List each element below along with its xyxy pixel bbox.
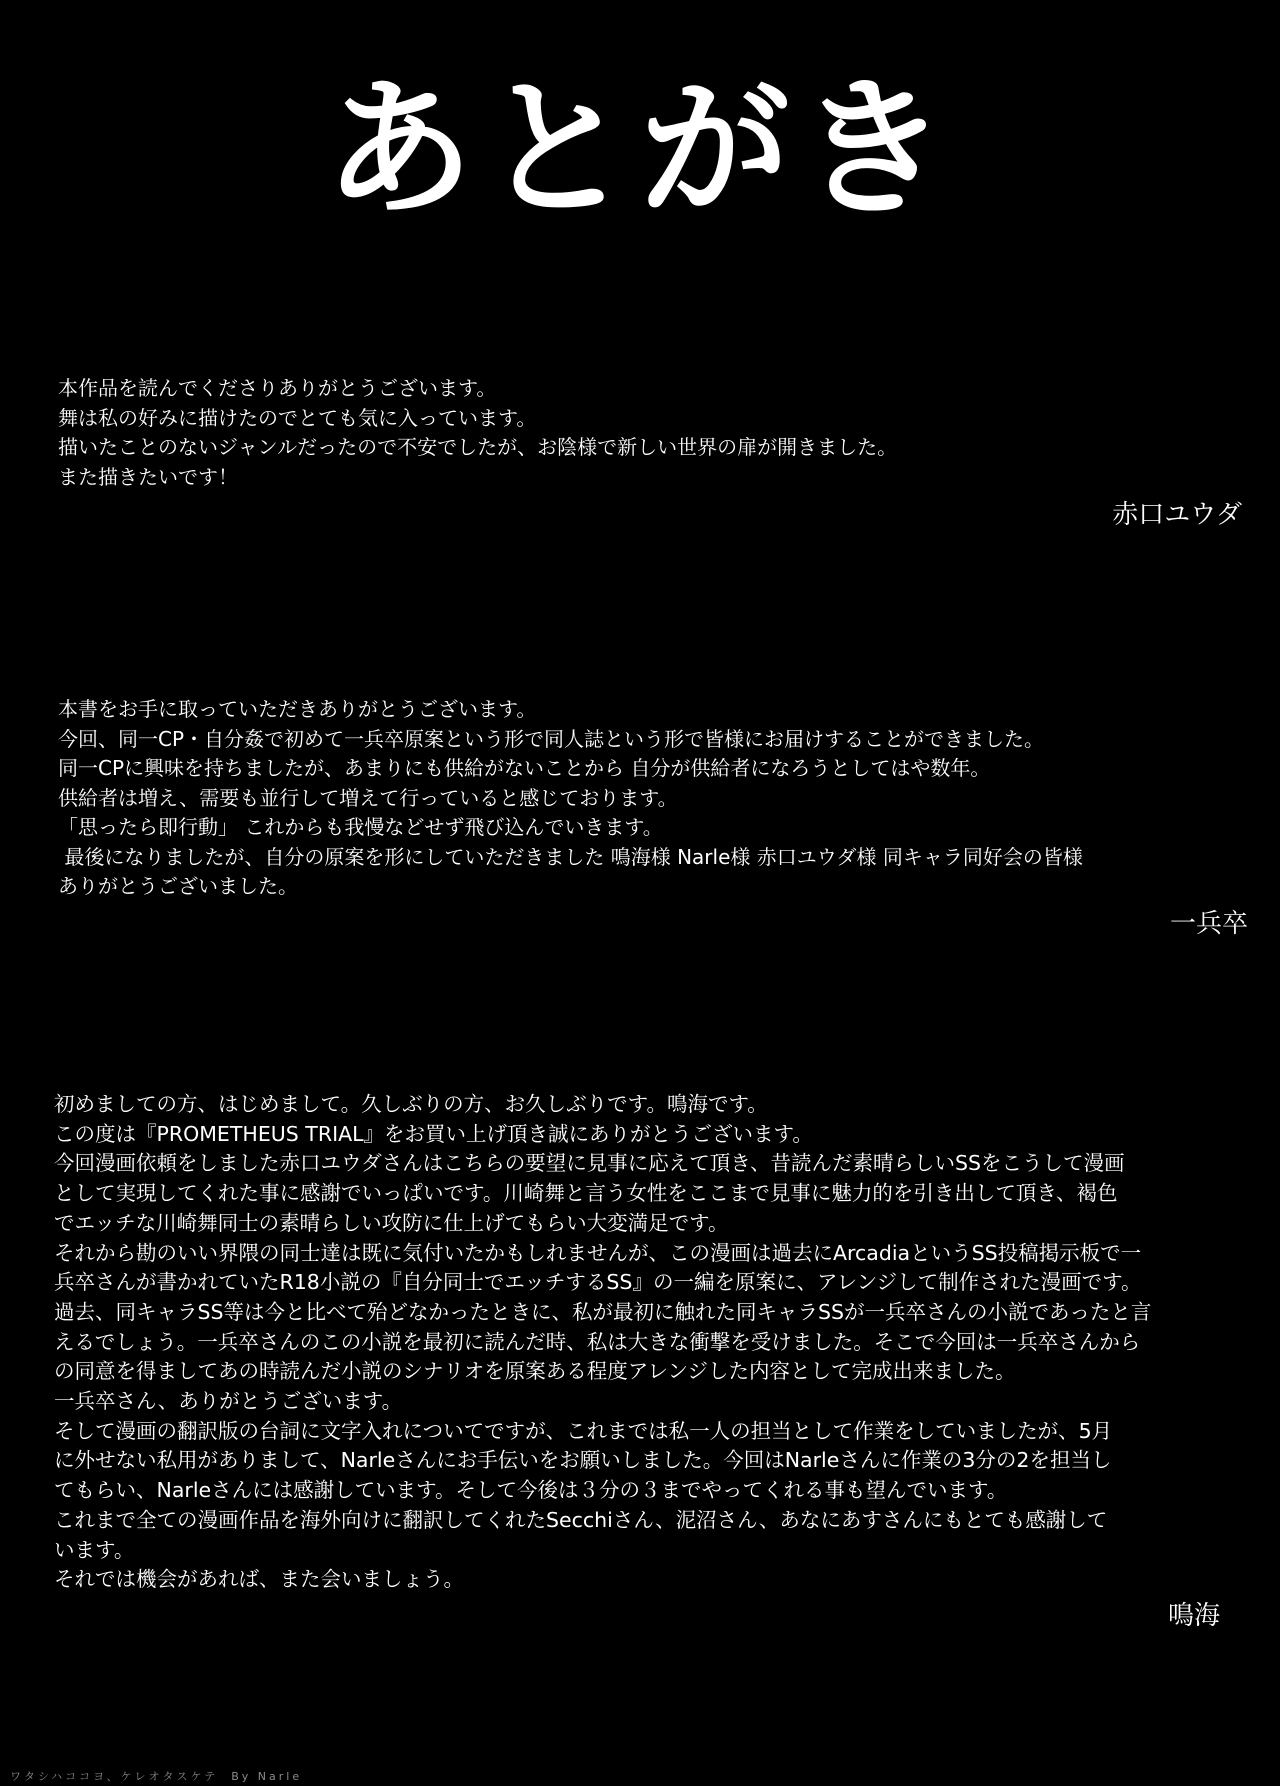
paragraph-line: 兵卒さんが書かれていたR18小説の『自分同士でエッチするSS』の一編を原案に、アレンジして制作された漫画です。 (54, 1270, 1142, 1295)
signature-narumi: 鳴海 (1167, 1601, 1220, 1631)
paragraph-line: この度は『PROMETHEUS TRIAL』をお買い上げ頂き誠にありがとうございます。 (54, 1121, 813, 1146)
paragraph-line: 描いたことのないジャンルだったので不安でしたが、お陰様で新しい世界の扉が開きました。 (58, 435, 898, 459)
paragraph-line: 今回、同一CP・自分姦で初めて一兵卒原案という形で同人誌という形で皆様にお届けすることができました。 (58, 726, 1045, 751)
afterword-section-narumi (54, 1090, 1234, 1595)
paragraph-line: てもらい、Narleさんには感謝しています。そして今後は３分の３までやってくれる事も望んでいます。 (54, 1478, 1008, 1503)
paragraph-line: 一兵卒さん、ありがとうございます。 (54, 1389, 403, 1414)
paragraph-line: 過去、同キャラSS等は今と比べて殆どなかったときに、私が最初に触れた同キャラSSが一兵卒さんの小説であったと言 (54, 1299, 1152, 1324)
paragraph-line: これまで全ての漫画作品を海外向けに翻訳してくれたSecchiさん、泥沼さん、あなにあすさんにもとても感謝して (54, 1507, 1108, 1532)
paragraph-line: 今回漫画依頼をしました赤口ユウダさんはこちらの要望に見事に応えて頂き、昔読んだ素晴らしいSSをこうして漫画 (54, 1151, 1125, 1176)
paragraph-line: 供給者は増え、需要も並行して増えて行っていると感じております。 (58, 785, 678, 810)
paragraph-line: えるでしょう。一兵卒さんのこの小説を最初に読んだ時、私は大きな衝撃を受けました。そこで今回は一兵卒さんから (54, 1329, 1141, 1354)
footer-credit: ワタシハココヨ、ケレオタスケテ By Narle (10, 1770, 303, 1783)
afterword-section-ippeisotsu (58, 695, 1238, 902)
signature-akaguchi: 赤口ユウダ (1112, 500, 1242, 530)
paragraph-line: 本作品を読んでくださりありがとうございます。 (58, 376, 497, 400)
paragraph-line: に外せない私用がありまして、Narleさんにお手伝いをお願いしました。今回はNarleさんに作業の3分の2を担当し (54, 1448, 1112, 1473)
paragraph-line: また描きたいです！ (58, 464, 238, 489)
paragraph-line: 本書をお手に取っていただきありがとうございます。 (58, 697, 537, 721)
paragraph-line: 同一CPに興味を持ちましたが、あまりにも供給がないことから 自分が供給者になろうとしてはや数年。 (58, 756, 991, 780)
paragraph-line: ありがとうございました。 (58, 874, 298, 898)
page-title: あとがき (323, 63, 956, 237)
paragraph-line: います。 (54, 1537, 135, 1562)
paragraph-line: 最後になりましたが、自分の原案を形にしていただきました 鳴海様 Narle様 赤口ユウダ様 同キャラ同好会の皆様 (58, 844, 1083, 869)
afterword-section-akaguchi (58, 374, 1238, 492)
paragraph-line: 「思ったら即行動」 これからも我慢などせず飛び込んでいきます。 (58, 815, 663, 839)
paragraph-line: の同意を得ましてあの時読んだ小説のシナリオを原案ある程度アレンジした内容として完成出来ました。 (54, 1359, 1016, 1384)
paragraph-line: でエッチな川崎舞同士の素晴らしい攻防に仕上げてもらい大変満足です。 (54, 1210, 729, 1235)
paragraph-line: それでは機会があれば、また会いましょう。 (54, 1567, 464, 1592)
paragraph-line: それから勘のいい界隈の同士達は既に気付いたかもしれませんが、この漫画は過去にArcadiaというSS投稿掲示板で一 (54, 1240, 1142, 1265)
paragraph-line: そして漫画の翻訳版の台詞に文字入れについてですが、これまでは私一人の担当として作業をしていましたが、5月 (54, 1418, 1113, 1443)
signature-ippeisotsu: 一兵卒 (1169, 909, 1248, 939)
paragraph-line: 初めましての方、はじめまして。久しぶりの方、お久しぶりです。鳴海です。 (54, 1092, 768, 1116)
paragraph-line: として実現してくれた事に感謝でいっぱいです。川崎舞と言う女性をここまで見事に魅力的を引き出して頂き、褐色 (54, 1181, 1118, 1206)
paragraph-line: 舞は私の好みに描けたのでとても気に入っています。 (58, 405, 537, 430)
